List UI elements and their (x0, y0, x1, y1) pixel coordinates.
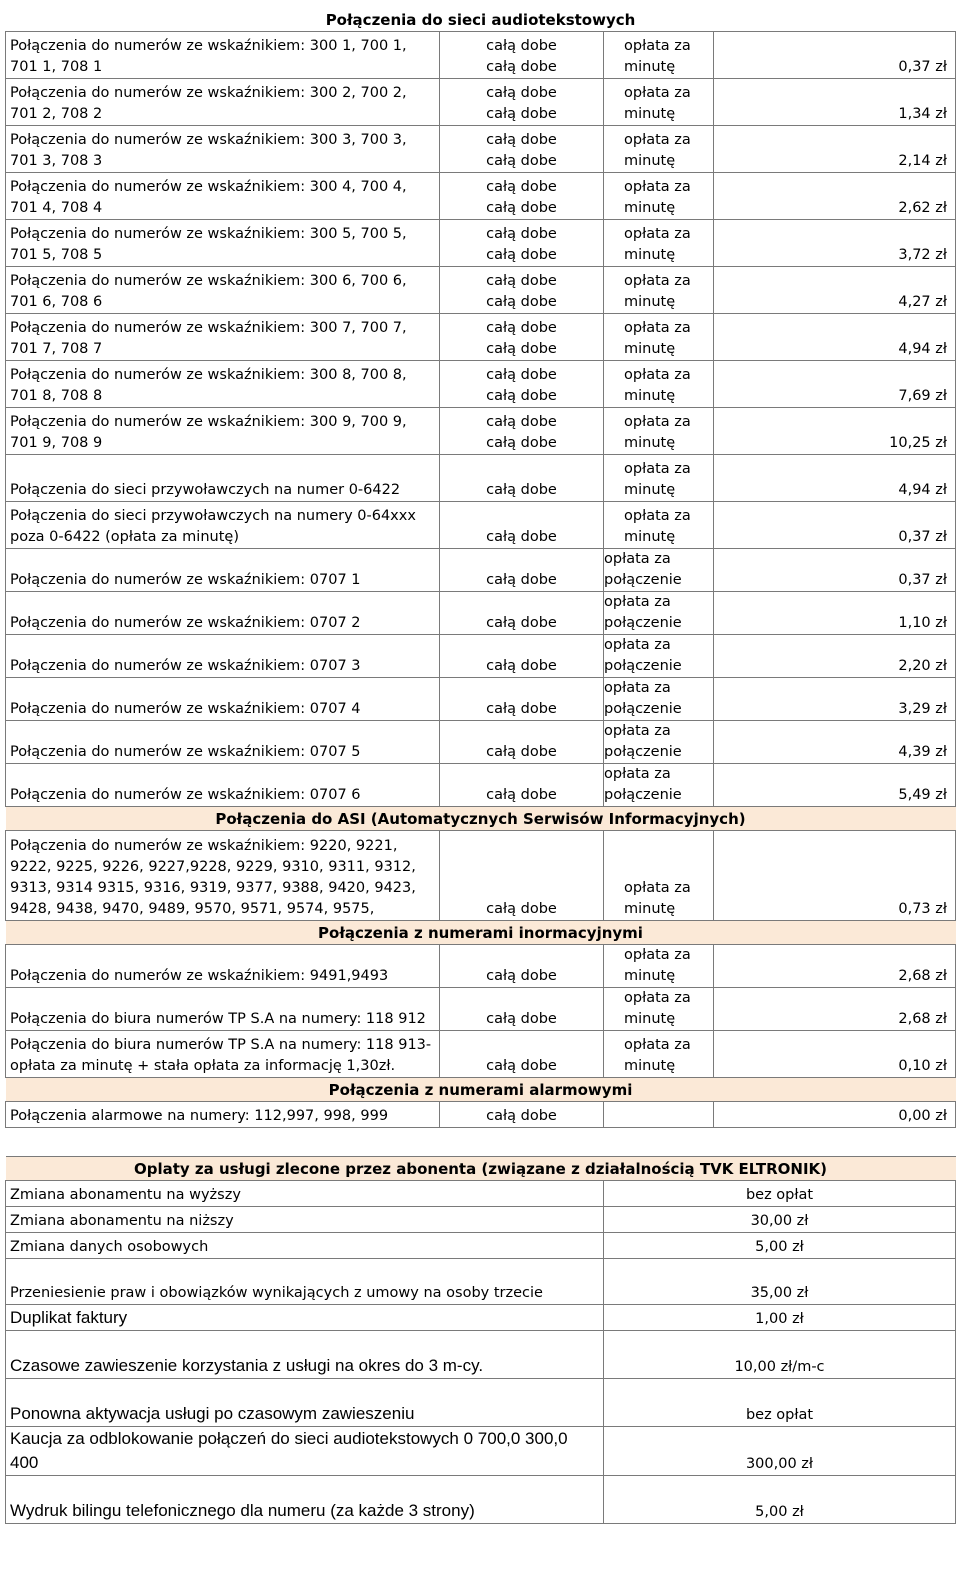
row-description: Połączenia do numerów ze wskaźnikiem: 300 6, 700 6, 701 6, 708 6 (6, 267, 440, 314)
row-price: 1,00 zł (604, 1305, 956, 1331)
row-description: Połączenia do biura numerów TP S.A na numery: 118 912 (6, 988, 440, 1031)
row-description: Połączenia do numerów ze wskaźnikiem: 300 9, 700 9, 701 9, 708 9 (6, 408, 440, 455)
row-time: całą dobe (440, 502, 604, 549)
row-unit: opłata za minutę (604, 988, 714, 1031)
row-unit: opłata za minutę (604, 267, 714, 314)
table-row (6, 988, 956, 1031)
row-price: 5,00 zł (604, 1233, 956, 1259)
row-price: 2,14 zł (714, 126, 956, 173)
row-time: całą dobe (440, 764, 604, 807)
row-price: 5,49 zł (714, 764, 956, 807)
row-description: Połączenia do numerów ze wskaźnikiem: 300 4, 700 4, 701 4, 708 4 (6, 173, 440, 220)
table-row (6, 1102, 956, 1128)
row-unit: opłata za minutę (604, 220, 714, 267)
table-row (6, 1331, 956, 1379)
row-price: 0,73 zł (714, 831, 956, 921)
row-time: całą dobe (486, 247, 557, 263)
price-table (5, 6, 956, 1156)
row-time: całą dobe (440, 455, 604, 502)
table-row (6, 126, 956, 173)
row-time: całą dobe (486, 388, 557, 404)
section-heading-audiotext: Połączenia do sieci audiotekstowych (6, 6, 956, 32)
table-row (6, 592, 956, 635)
row-price: 35,00 zł (604, 1259, 956, 1305)
row-time: całą dobe (486, 179, 557, 195)
table-row (6, 635, 956, 678)
row-description: Połączenia do sieci przywoławczych na numery 0-64xxx poza 0-6422 (opłata za minutę) (6, 502, 440, 549)
table-row (6, 764, 956, 807)
table-row (6, 455, 956, 502)
section-heading-alarm: Połączenia z numerami alarmowymi (6, 1078, 956, 1102)
row-price: 3,72 zł (714, 220, 956, 267)
row-time: całą dobe (486, 294, 557, 310)
row-time: całą dobe (440, 988, 604, 1031)
row-unit: opłata za minutę (604, 314, 714, 361)
table-row (6, 220, 956, 267)
table-row (6, 361, 956, 408)
row-unit: opłata za połączenie (604, 549, 714, 592)
table-row (6, 945, 956, 988)
row-description: Połączenia do numerów ze wskaźnikiem: 300 3, 700 3, 701 3, 708 3 (6, 126, 440, 173)
table-row (6, 173, 956, 220)
row-price: 4,27 zł (714, 267, 956, 314)
row-description: Połączenia do numerów ze wskaźnikiem: 0707 5 (6, 721, 440, 764)
row-price: 7,69 zł (714, 361, 956, 408)
row-price: 4,94 zł (714, 455, 956, 502)
table-row (6, 267, 956, 314)
table-row (6, 1379, 956, 1427)
row-unit: opłata za połączenie (604, 678, 714, 721)
row-unit: opłata za minutę (604, 455, 714, 502)
row-description: Połączenia do numerów ze wskaźnikiem: 300 2, 700 2, 701 2, 708 2 (6, 79, 440, 126)
row-unit: opłata za minutę (604, 32, 714, 79)
row-time: całą dobe (486, 273, 557, 289)
table-row (6, 1259, 956, 1305)
row-unit: opłata za połączenie (604, 635, 714, 678)
row-price: 0,10 zł (714, 1031, 956, 1078)
row-description: Połączenia alarmowe na numery: 112,997, 998, 999 (6, 1102, 440, 1128)
table-row (6, 721, 956, 764)
row-price: 0,00 zł (714, 1102, 956, 1128)
table-row (6, 1305, 956, 1331)
row-price: bez opłat (604, 1379, 956, 1427)
section-heading-services: Oplaty za usługi zlecone przez abonenta (związane z działalnością TVK ELTRONIK) (6, 1157, 956, 1181)
section-heading-info: Połączenia z numerami inormacyjnymi (6, 921, 956, 945)
row-unit: opłata za minutę (604, 126, 714, 173)
row-description: Połączenia do numerów ze wskaźnikiem: 9491,9493 (6, 945, 440, 988)
table-row (6, 79, 956, 126)
row-time: całą dobe (486, 153, 557, 169)
row-time: całą dobe (486, 226, 557, 242)
row-price: 2,62 zł (714, 173, 956, 220)
row-description: Połączenia do numerów ze wskaźnikiem: 9220, 9221, 9222, 9225, 9226, 9227,9228, 9229, 9310, 9311, 9312, 9313, 9314 9315, 9316, 9319, 9377, 9388, 9420, 9423, 9428, 9438, 9470, 9489, 9570, 9571, 9574, 9575, (6, 831, 440, 921)
row-unit: opłata za minutę (604, 1031, 714, 1078)
row-time: całą dobe (486, 435, 557, 451)
table-row (6, 314, 956, 361)
row-price: bez opłat (604, 1181, 956, 1207)
row-description: Połączenia do numerów ze wskaźnikiem: 0707 3 (6, 635, 440, 678)
row-description: Połączenia do numerów ze wskaźnikiem: 0707 6 (6, 764, 440, 807)
row-price: 30,00 zł (604, 1207, 956, 1233)
row-unit: opłata za połączenie (604, 592, 714, 635)
row-description: Ponowna aktywacja usługi po czasowym zawieszeniu (6, 1379, 604, 1427)
row-description: Połączenia do numerów ze wskaźnikiem: 300 1, 700 1, 701 1, 708 1 (6, 32, 440, 79)
table-row (6, 1476, 956, 1524)
row-unit: opłata za połączenie (604, 721, 714, 764)
table-row (6, 1181, 956, 1207)
row-unit: opłata za połączenie (604, 764, 714, 807)
row-price: 4,39 zł (714, 721, 956, 764)
row-unit: opłata za minutę (604, 173, 714, 220)
price-list-sheet (5, 6, 955, 1524)
row-time: całą dobe (440, 635, 604, 678)
table-row (6, 408, 956, 455)
row-unit: opłata za minutę (604, 945, 714, 988)
row-unit: opłata za minutę (604, 408, 714, 455)
table-row (6, 1427, 956, 1476)
row-time: całą dobe (440, 1031, 604, 1078)
row-price: 10,00 zł/m-c (604, 1331, 956, 1379)
table-row (6, 549, 956, 592)
row-time: całą dobe (440, 1102, 604, 1128)
row-time: całą dobe (440, 721, 604, 764)
row-price: 5,00 zł (604, 1476, 956, 1524)
table-row (6, 502, 956, 549)
table-row (6, 678, 956, 721)
row-time: całą dobe (486, 200, 557, 216)
row-description: Przeniesienie praw i obowiązków wynikających z umowy na osoby trzecie (6, 1259, 604, 1305)
row-price: 0,37 zł (714, 502, 956, 549)
section-heading-asi: Połączenia do ASI (Automatycznych Serwisów Informacyjnych) (6, 807, 956, 831)
row-price: 1,34 zł (714, 79, 956, 126)
row-description: Połączenia do biura numerów TP S.A na numery: 118 913- opłata za minutę + stała opłata za informację 1,30zł. (6, 1031, 440, 1078)
row-time: całą dobe (440, 945, 604, 988)
row-description: Połączenia do numerów ze wskaźnikiem: 0707 1 (6, 549, 440, 592)
row-description: Połączenia do numerów ze wskaźnikiem: 0707 4 (6, 678, 440, 721)
row-description: Zmiana abonamentu na wyższy (6, 1181, 604, 1207)
row-price: 2,20 zł (714, 635, 956, 678)
row-time: całą dobe (440, 592, 604, 635)
row-price: 2,68 zł (714, 988, 956, 1031)
row-time: całą dobe (486, 38, 557, 54)
row-description: Połączenia do sieci przywoławczych na numer 0-6422 (6, 455, 440, 502)
row-time: całą dobe (486, 106, 557, 122)
table-row (6, 1031, 956, 1078)
row-description: Połączenia do numerów ze wskaźnikiem: 300 7, 700 7, 701 7, 708 7 (6, 314, 440, 361)
row-price: 1,10 zł (714, 592, 956, 635)
row-unit (604, 1102, 714, 1128)
row-time: całą dobe (486, 367, 557, 383)
row-description: Wydruk bilingu telefonicznego dla numeru (za każde 3 strony) (6, 1476, 604, 1524)
row-unit: opłata za minutę (604, 831, 714, 921)
row-price: 10,25 zł (714, 408, 956, 455)
table-row (6, 1233, 956, 1259)
row-description: Zmiana abonamentu na niższy (6, 1207, 604, 1233)
row-time: całą dobe (486, 85, 557, 101)
row-time: całą dobe (440, 678, 604, 721)
services-table (5, 1156, 956, 1524)
row-price: 0,37 zł (714, 549, 956, 592)
table-row (6, 32, 956, 79)
row-description: Czasowe zawieszenie korzystania z usługi na okres do 3 m-cy. (6, 1331, 604, 1379)
row-price: 4,94 zł (714, 314, 956, 361)
row-time: całą dobe (486, 414, 557, 430)
row-time: całą dobe (486, 132, 557, 148)
row-description: Połączenia do numerów ze wskaźnikiem: 300 8, 700 8, 701 8, 708 8 (6, 361, 440, 408)
row-price: 2,68 zł (714, 945, 956, 988)
row-description: Połączenia do numerów ze wskaźnikiem: 300 5, 700 5, 701 5, 708 5 (6, 220, 440, 267)
row-unit: opłata za minutę (604, 361, 714, 408)
row-time: całą dobe (486, 341, 557, 357)
row-time: całą dobe (440, 831, 604, 921)
row-description: Połączenia do numerów ze wskaźnikiem: 0707 2 (6, 592, 440, 635)
row-unit: opłata za minutę (604, 502, 714, 549)
row-description: Kaucja za odblokowanie połączeń do sieci audiotekstowych 0 700,0 300,0 400 (6, 1427, 604, 1476)
row-price: 0,37 zł (714, 32, 956, 79)
row-time: całą dobe (486, 320, 557, 336)
table-row (6, 1207, 956, 1233)
row-description: Duplikat faktury (6, 1305, 604, 1331)
row-time: całą dobe (486, 59, 557, 75)
row-unit: opłata za minutę (604, 79, 714, 126)
row-price: 300,00 zł (604, 1427, 956, 1476)
table-row (6, 831, 956, 921)
row-description: Zmiana danych osobowych (6, 1233, 604, 1259)
row-price: 3,29 zł (714, 678, 956, 721)
row-time: całą dobe (440, 549, 604, 592)
